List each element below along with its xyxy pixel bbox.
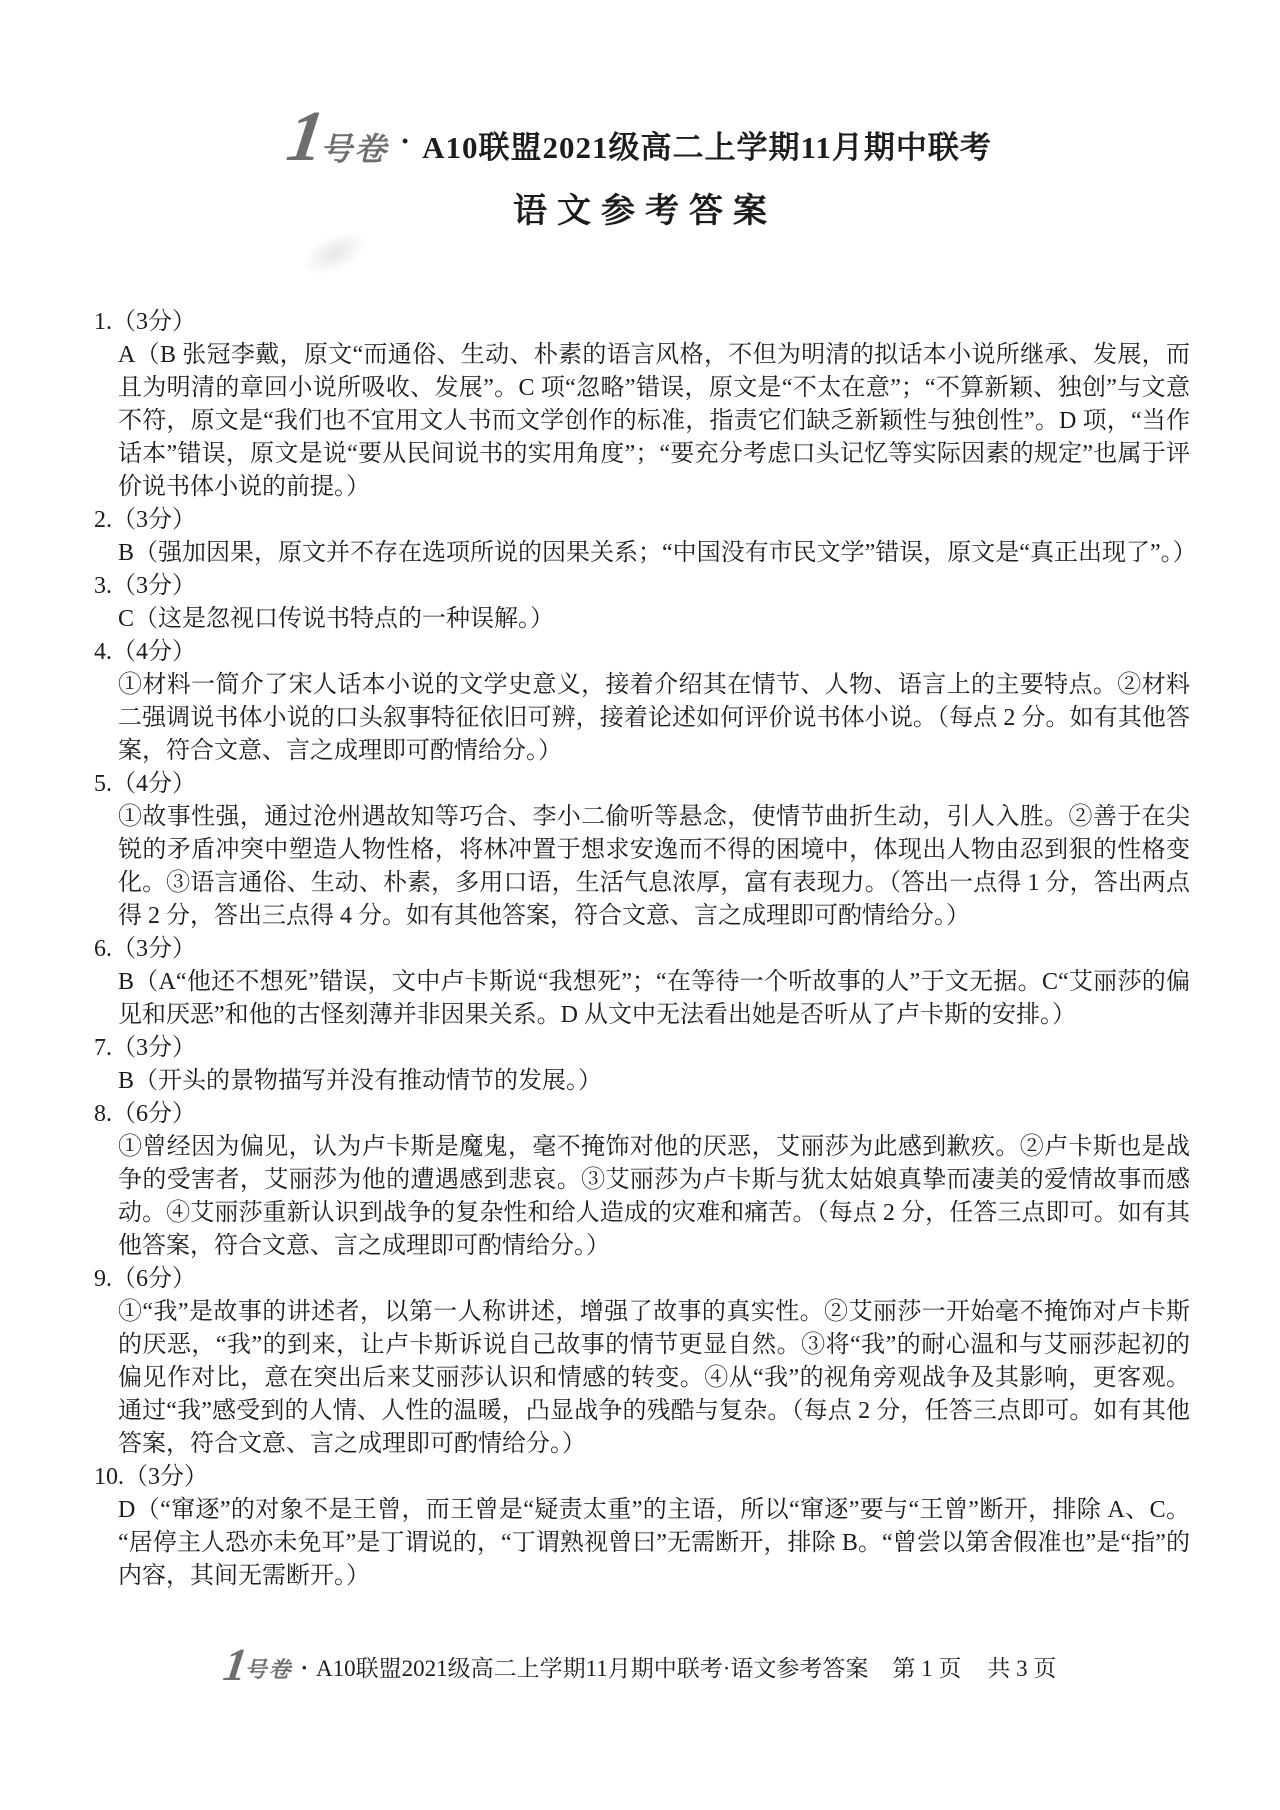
answer-paragraph: A（B 张冠李戴，原文“而通俗、生动、朴素的语言风格，不但为明清的拟话本小说所继承、发展，而且为明清的章回小说所吸收、发展”。C 项“忽略”错误，原文是“不太在意”；“不算新颖、独创”与文意不符，原文是“我们也不宜用文人书而文学创作的标准，指责它们缺乏新颖性与独创性”。D 项，“当作话本”错误，原文是说“要从民间说书的实用角度”；“要充分考虑口头记忆等实际因素的规定”也属于评价说书体小说的前提。）: [118, 341, 1190, 500]
title-row: [0, 96, 1280, 176]
document-header: [0, 0, 1280, 232]
answer-paragraph: B（A“他还不想死”错误，文中卢卡斯说“我想死”；“在等待一个听故事的人”于文无据。C“艾丽莎的偏见和厌恶”和他的古怪刻薄并非因果关系。D 从文中无法看出她是否听从了卢卡斯的安排。）: [118, 968, 1190, 1028]
brand-logo-text: 号卷: [320, 130, 389, 167]
item-number-and-score: 9.（6分）: [94, 1265, 196, 1292]
answer-paragraph: ①材料一简介了宋人话本小说的文学史意义，接着介绍其在情节、人物、语言上的主要特点。②材料二强调说书体小说的口头叙事特征依旧可辨，接着论述如何评价说书体小说。（每点 2 分。如有其他答案，符合文意、言之成理即可酌情给分。）: [118, 671, 1190, 764]
item-number-and-score: 6.（3分）: [94, 935, 196, 962]
answer-item: [94, 1098, 1190, 1263]
answer-item: [94, 1032, 1190, 1098]
answer-paragraph: ①故事性强，通过沧州遇故知等巧合、李小二偷听等悬念，使情节曲折生动，引人入胜。②善于在尖锐的矛盾冲突中塑造人物性格，将林冲置于想求安逸而不得的困境中，体现出人物由忍到狠的性格变化。③语言通俗、生动、朴素，多用口语，生活气息浓厚，富有表现力。（答出一点得 1 分，答出两点得 2 分，答出三点得 4 分。如有其他答案，符合文意、言之成理即可酌情给分。）: [118, 803, 1190, 929]
answer-item: [94, 504, 1197, 570]
answer-paragraph: ①曾经因为偏见，认为卢卡斯是魔鬼，毫不掩饰对他的厌恶，艾丽莎为此感到歉疚。②卢卡斯也是战争的受害者，艾丽莎为他的遭遇感到悲哀。③艾丽莎为卢卡斯与犹太姑娘真挚而凄美的爱情故事而感动。④艾丽莎重新认识到战争的复杂性和给人造成的灾难和痛苦。（每点 2 分，任答三点即可。如有其他答案，符合文意、言之成理即可酌情给分。）: [118, 1133, 1190, 1259]
item-number-and-score: 5.（4分）: [94, 770, 196, 797]
page-footer: [0, 1639, 1280, 1690]
brand-logo-numeral: 1: [282, 96, 326, 176]
answer-paragraph: ①“我”是故事的讲述者，以第一人称讲述，增强了故事的真实性。②艾丽莎一开始毫不掩饰对卢卡斯的厌恶，“我”的到来，让卢卡斯诉说自己故事的情节更显自然。③将“我”的耐心温和与艾丽莎起初的偏见作对比，意在突出后来艾丽莎认识和情感的转变。④从“我”的视角旁观战争及其影响，更客观。通过“我”感受到的人情、人性的温暖，凸显战争的残酷与复杂。（每点 2 分，任答三点即可。如有其他答案，符合文意、言之成理即可酌情给分。）: [118, 1298, 1190, 1457]
answer-paragraph: D（“窜逐”的对象不是王曾，而王曾是“疑责太重”的主语，所以“窜逐”要与“王曾”断开，排除 A、C。“居停主人恐亦未免耳”是丁谓说的，“丁谓熟视曾曰”无需断开，排除 B。“曾尝以第舍假准也”是“指”的内容，其间无需断开。）: [118, 1496, 1190, 1589]
document-subtitle: 语文参考答案: [513, 192, 777, 230]
footer-brand-logo-text: 号卷: [244, 1657, 293, 1682]
footer-page-number: 第 1 页: [892, 1655, 962, 1681]
answer-item: [94, 306, 1190, 504]
answer-paragraph: B（强加因果，原文并不存在选项所说的因果关系；“中国没有市民文学”错误，原文是“真正出现了”。）: [118, 539, 1197, 566]
item-number-and-score: 10.（3分）: [94, 1463, 208, 1490]
item-number-and-score: 2.（3分）: [94, 506, 196, 533]
item-number-and-score: 4.（4分）: [94, 638, 196, 665]
answer-items: [94, 306, 1197, 1593]
answer-item: [94, 768, 1190, 933]
footer-exam-title: A10联盟2021级高二上学期11月期中联考·语文参考答案: [315, 1655, 869, 1681]
answer-paragraph: C（这是忽视口传说书特点的一种误解。）: [118, 605, 555, 632]
brand-logo: [282, 96, 389, 176]
answer-item: [94, 1461, 1190, 1593]
exam-title: A10联盟2021级高二上学期11月期中联考: [422, 129, 992, 165]
answer-item: [94, 933, 1190, 1032]
item-number-and-score: 7.（3分）: [94, 1034, 196, 1061]
footer-brand-logo-numeral: 1: [220, 1639, 249, 1690]
answer-item: [94, 1263, 1190, 1461]
footer-separator-dot: ·: [300, 1655, 308, 1680]
footer-brand-logo: [220, 1639, 293, 1690]
title-separator-dot: ·: [400, 124, 411, 158]
item-number-and-score: 8.（6分）: [94, 1100, 196, 1127]
footer-page-total: 共 3 页: [987, 1655, 1057, 1681]
answer-paragraph: B（开头的景物描写并没有推动情节的发展。）: [118, 1067, 603, 1094]
answer-item: [94, 570, 1190, 636]
answer-item: [94, 636, 1190, 768]
item-number-and-score: 3.（3分）: [94, 572, 196, 599]
item-number-and-score: 1.（3分）: [94, 308, 196, 335]
